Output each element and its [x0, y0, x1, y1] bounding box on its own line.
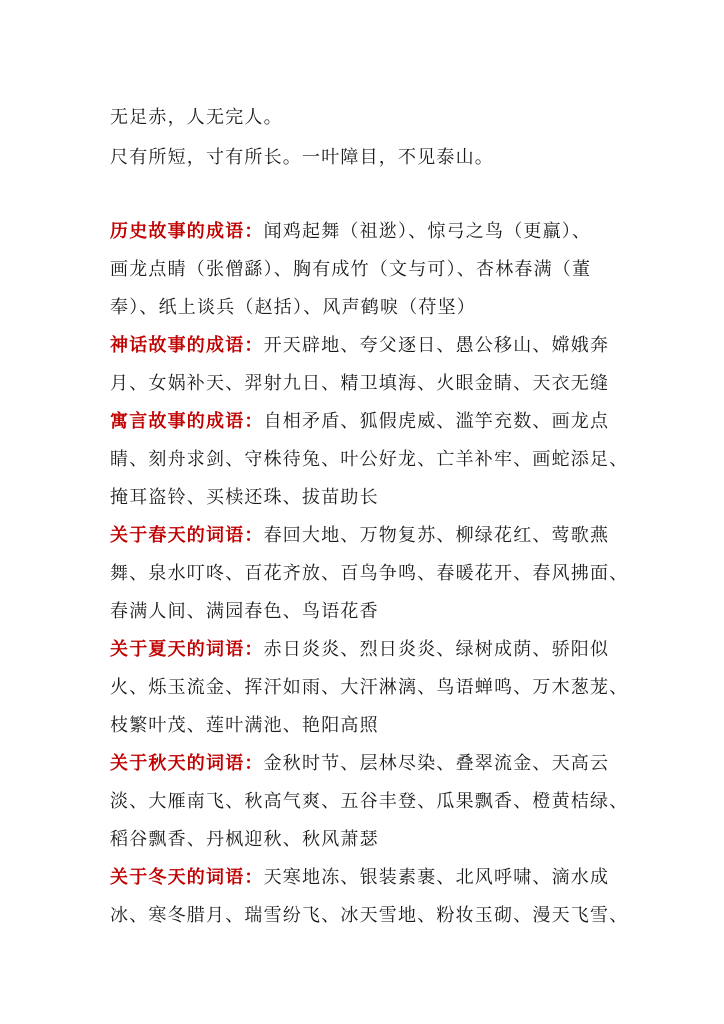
section-heading-spring: 关于春天的词语：: [110, 525, 264, 546]
section-winter-line-2: 冰、寒冬腊月、瑞雪纷飞、冰天雪地、粉妆玉砌、漫天飞雪、: [110, 905, 629, 926]
section-autumn-line-3: 稻谷飘香、丹枫迎秋、秋风萧瑟: [110, 829, 379, 850]
section-text: 闻鸡起舞（祖逖）、惊弓之鸟（更羸）、: [263, 221, 592, 242]
section-heading-myth: 神话故事的成语：: [110, 335, 264, 356]
section-autumn-line-1: [110, 752, 609, 776]
section-text: 天寒地冻、银装素裹、北风呼啸、滴水成: [263, 867, 610, 888]
section-spring-line-3: 春满人间、满园春色、鸟语花香: [110, 601, 379, 622]
section-history-line-3: 奉）、纸上谈兵（赵括）、风声鹤唳（苻坚）: [110, 297, 476, 318]
section-autumn-line-2: 淡、大雁南飞、秋高气爽、五谷丰登、瓜果飘香、橙黄桔绿、: [110, 791, 629, 812]
section-text: 赤日炎炎、烈日炎炎、绿树成荫、骄阳似: [263, 639, 610, 660]
section-spring-line-1: [110, 524, 609, 548]
section-text: 开天辟地、夸父逐日、愚公移山、嫦娥奔: [263, 335, 610, 356]
section-winter-line-1: [110, 866, 609, 890]
section-fable-line-1: [110, 410, 609, 434]
section-history-line-1: [110, 220, 591, 244]
section-heading-winter: 关于冬天的词语：: [110, 867, 264, 888]
section-text: 自相矛盾、狐假虎威、滥竽充数、画龙点: [263, 411, 610, 432]
section-fable-line-2: 睛、刻舟求剑、守株待兔、叶公好龙、亡羊补牢、画蛇添足、: [110, 449, 629, 470]
section-heading-autumn: 关于秋天的词语：: [110, 753, 264, 774]
section-heading-fable: 寓言故事的成语：: [110, 411, 264, 432]
section-heading-history: 历史故事的成语：: [110, 221, 264, 242]
section-summer-line-2: 火、烁玉流金、挥汗如雨、大汗淋漓、鸟语蝉鸣、万木葱茏、: [110, 677, 629, 698]
section-heading-summer: 关于夏天的词语：: [110, 639, 264, 660]
section-spring-line-2: 舞、泉水叮咚、百花齐放、百鸟争鸣、春暖花开、春风拂面、: [110, 563, 629, 584]
intro-line-1: 无足赤，人无完人。: [110, 107, 283, 128]
section-myth-line-1: [110, 334, 609, 358]
intro-line-2: 尺有所短，寸有所长。一叶障目，不见泰山。: [110, 147, 494, 168]
section-text: 金秋时节、层林尽染、叠翠流金、天高云: [263, 753, 610, 774]
section-myth-line-2: 月、女娲补天、羿射九日、精卫填海、火眼金睛、天衣无缝: [110, 373, 610, 394]
section-history-line-2: 画龙点睛（张僧繇）、胸有成竹（文与可）、杏林春满（董: [110, 259, 592, 280]
section-summer-line-1: [110, 638, 609, 662]
section-fable-line-3: 掩耳盗铃、买椟还珠、拔苗助长: [110, 487, 379, 508]
section-summer-line-3: 枝繁叶茂、莲叶满池、艳阳高照: [110, 715, 379, 736]
section-text: 春回大地、万物复苏、柳绿花红、莺歌燕: [263, 525, 610, 546]
